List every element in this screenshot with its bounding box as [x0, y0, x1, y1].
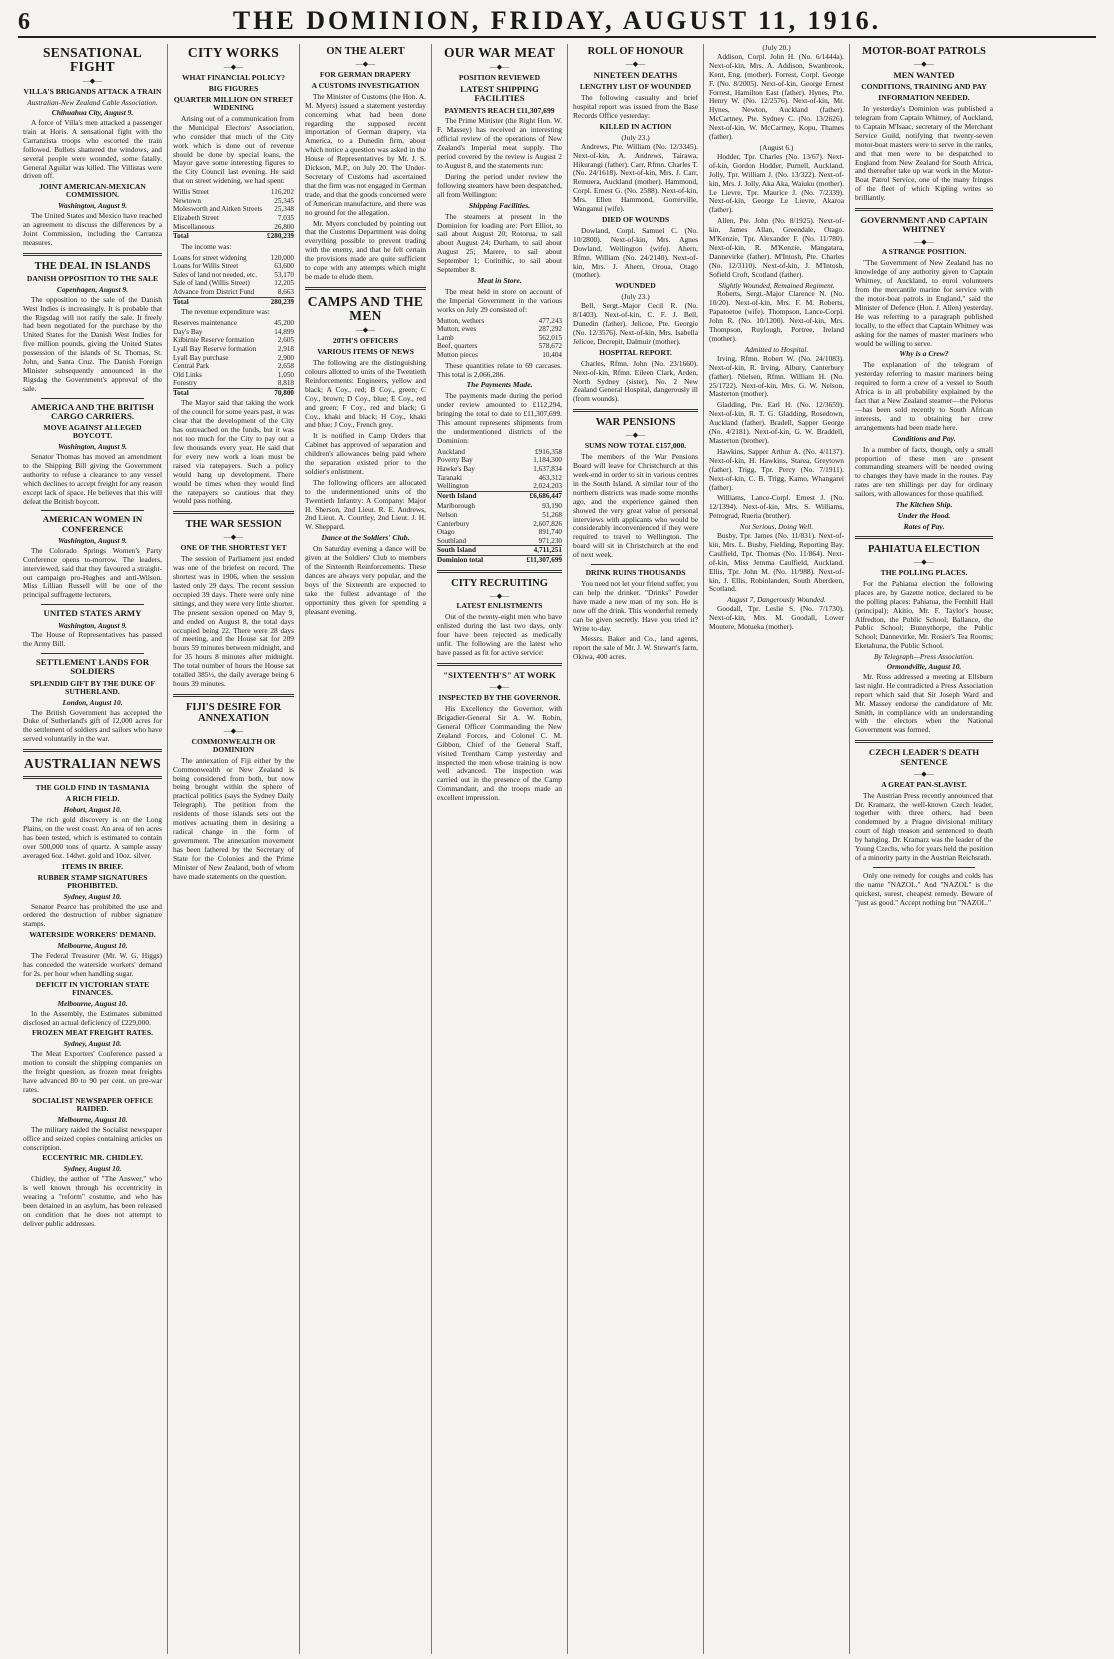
table-total: £11,307,699 — [508, 555, 562, 564]
article-text: Hodder, Tpr. Charles (No. 13/67). Next-of-kin, Gordon Hodder, Purnell, Auckland. Jolly, Tpr. William J. (No. 13/322). Next-of-kin, Mrs. J. Jolly, Aka Aka, Waiuku (mother). Le Lievre, Tpr. Maurice J. (No. 7/2339). Next-of-kin, George Le Lievre, Akaroa (father). — [709, 151, 844, 215]
article-text: Addison, Corpl. John H. (No. 6/1444a). Next-of-kin, Mrs. A. Addison, Swanbrook, Kent, Eng. (mother). Forrest, Corpl. George F. (No. 8/2005). Next-of-kin, George Ernest Forrest, Hamilton East (father). Hynes, Pte. Henry W. (No. 12/2576). Next-of-kin, Mr. Hynes, Newton, Auckland (father). McCartney, Pte. Sydney C. (No. 13/2626). Next-of-kin, W. McCartney, Kopu, Thames (father). — [709, 51, 844, 142]
section-label: Admitted to Hospital. — [744, 344, 809, 354]
article-text: Irving, Rfmn. Robert W. (No. 24/1083). Next-of-kin, R. Irving, Albury, Canterbury (father). Nielsen, Rfmn. William H. (No. 25/1722). Next-of-kin, Mrs. G. W. Nelson, Masterton (mother). — [709, 353, 844, 399]
dateline: Copenhagen, August 9. — [56, 284, 129, 294]
article-text: Charles, Rfmn. John (No. 23/1660). Next-of-kin, Rfmn. Eileen Clark, Arden, North Sydney (sister), No. 2 New Zealand General Hospital, dangerously ill (from wounds). — [573, 358, 698, 404]
table-value: £916,358 — [535, 447, 562, 456]
subheadline: WHAT FINANCIAL POLICY? — [181, 73, 286, 83]
table-label: Auckland — [437, 447, 465, 456]
article-text: The session of Parliament just ended was one of the briefest on record. The shortest was in 1906, when the session lasted only 29 days. The recent session occupied 39 days. There were only nine sittings, and they were very little shorter. The present session opened on May 9, and ended on August 8, the total days occupied being 22. There were 28 days of meeting, and the House sat for 209 hours 59 minutes between midnight, and for 35 hours 8 minutes after midnight. The total number of hours the House sat totalled 385½, the daily average being 6 hours 39 minutes. — [173, 554, 294, 688]
table-row — [173, 288, 294, 297]
table-total: 4,711,251 — [508, 546, 562, 556]
table-label: Marlborough — [437, 502, 475, 511]
table-row — [173, 371, 294, 380]
article-text: The House of Representatives has passed the Army Bill. — [23, 630, 162, 649]
subheadline: ECCENTRIC MR. CHIDLEY. — [42, 1153, 143, 1163]
page-number: 6 — [18, 9, 30, 35]
table-label: Canterbury — [437, 519, 470, 528]
headline: AUSTRALIAN NEWS — [24, 756, 161, 772]
table-row — [437, 456, 562, 465]
table-row — [437, 528, 562, 537]
advert-text: Only one remedy for coughs and colds has the name "NAZOL." And "NAZOL" is the quickest, surest, cheapest remedy. Beware of "just as good." Accept nothing but "NAZOL." — [855, 870, 993, 907]
subheadline: A GREAT PAN-SLAVIST. — [881, 779, 967, 789]
article-text: Allen, Pte. John (No. 8/1925). Next-of-kin, James Allan, Greendale, Otago. M'Kenzie, Tpr. Alexander F. (No. 11/780). Next-of-kin, R. M'Kenzie, Mangatara, Dannevirke (father). M'Intosh, Pte. Charles (No. 12/3110). Next-of-kin, J. M'Intosh, Sofield Croft, Scotland (father). — [709, 216, 844, 279]
agency-line: Australian-New Zealand Cable Association. — [27, 98, 158, 108]
headline: "SIXTEENTH'S" AT WORK — [443, 669, 556, 680]
table-value: 26,800 — [274, 222, 294, 231]
article-text: Mr. Ross addressed a meeting at Ellsburn last night. He contradicted a Press Association report which said that Sir Joseph Ward and Mr. Massey endorse the candidature of Mr. Smith, in compliance with an understanding with the electors when the National Government was formed. — [855, 671, 993, 735]
dateline: Ormondville, August 10. — [886, 662, 962, 672]
dateline: Washington, August 9. — [57, 535, 127, 545]
table-row — [437, 511, 562, 520]
table-value: 7,035 — [277, 213, 294, 222]
meat-store-table — [437, 317, 562, 360]
table-total-label: Total — [173, 232, 266, 241]
subheadline: A CUSTOMS INVESTIGATION — [311, 80, 420, 90]
figures-table — [173, 254, 294, 307]
column-6 — [704, 44, 850, 1654]
headline: AMERICA AND THE BRITISH CARGO CARRIERS. — [31, 401, 154, 421]
article-text: The Colorado Springs Women's Party Conference opens to-morrow. The leaders, interviewed, said that they favoured a straight-out campaign pro-Hughes and anti-Wilson. Miss Lillian Russell will be one of the principal suffragette lecturers. — [23, 545, 162, 600]
article-text: The following casualty and brief hospital report was issued from the Base Records Office yesterday: — [573, 93, 698, 120]
subheadline: INFORMATION NEEDED. — [878, 93, 970, 103]
article-text: Mr. Myers concluded by pointing out that the Customs Department was doing everything possible to prevent trading with the enemy, and that he felt certain the provisions made are quite sufficient to cope with any attempts which might be made to elude them. — [305, 218, 426, 281]
dateline: Sydney, August 10. — [63, 891, 122, 901]
section-heading: KILLED IN ACTION — [599, 121, 672, 131]
table-value: 1,637,834 — [533, 465, 562, 474]
subheadline: DEFICIT IN VICTORIAN STATE FINANCES. — [35, 979, 150, 997]
subheadline: NINETEEN DEATHS — [593, 69, 678, 80]
table-label: Nelson — [437, 510, 458, 519]
section-label: Slightly Wounded, Remained Regiment. — [718, 280, 835, 290]
article-text: Out of the twenty-eight men who have enlisted during the last two days, only four have been rejected as medically unfit. The following are the latest who have passed as fit for active service: — [437, 612, 562, 658]
table-label: Lamb — [437, 333, 454, 342]
subheadline: POSITION REVIEWED — [458, 73, 541, 83]
table-label: Forestry — [173, 379, 197, 388]
table-row — [173, 262, 294, 271]
table-row — [437, 482, 562, 491]
headline: ROLL OF HONOUR — [587, 46, 684, 57]
article-text: The rich gold discovery is on the Long Plains, on the west coast. An area of ten acres has been tested, which is estimated to contain over 500,000 tons of quartz. A sample assay averaged 6oz. 14dwt. gold and 10oz. silver. — [23, 815, 162, 860]
table-label: Wellington — [437, 482, 469, 491]
table-value: 891,740 — [538, 528, 562, 537]
subheadline: FROZEN MEAT FREIGHT RATES. — [32, 1028, 153, 1038]
dateline: Washington, August 9. — [57, 201, 127, 211]
subheadline: FOR GERMAN DRAPERY — [319, 69, 412, 79]
figures-table — [173, 188, 294, 241]
table-total-label: Dominion total — [437, 555, 508, 564]
table-total-label: Total — [173, 297, 268, 306]
table-value: 562,015 — [538, 333, 562, 342]
article-text: Andrews, Pte. William (No. 12/3345). Next-of-kin, A. Andrews, Tairawa, Hikurangi (father). Carr, Rfmn. Charles T. (No. 24/1618). Next-of-kin, Mrs. J. Carr, Remuera, Auckland (mother). Hammond, Corpl. Ernest G. (No. 2588). Next-of-kin, Mrs. Ellen Hammond, Gorrerville, Wanganui (wife). — [573, 141, 698, 214]
table-label: Mutton, ewes — [437, 325, 477, 334]
masthead-title: THE DOMINION, FRIDAY, AUGUST 11, 1916. — [232, 6, 882, 35]
column-1: SENSATIONAL FIGHT —◆— VILLA'S BRIGANDS ATTACK A TRAIN Australian-New Zealand Cable Association. Chihuahua City, August 9. A force of Villa's men attacked a passenger train at Horis. A sensational fight with the Carranzista troops who escorted the train followed. Bullets shattered the windows, and several people were wounded, some fatally. General Aguilar was killed. The Villistas were driven off. JOINT AMERICAN-MEXICAN COMMISSION. Washington, August 9. The United States and Mexico have reached an agreement to discuss the differences by a Joint Commission, including the Carranza measures. THE DEAL IN ISLANDS DANISH OPPOSITION TO THE SALE Copenhagen, August 9. The opposition to the sale of the Danish West Indies is increasingly. It is probable that the Rigsdag will not ratify the sale. It freely had been negotiated for the purchase by the United States for the Danish West Indies for five million pounds, giving the United States possession of the islands of St. Thomas, St. John, and Santa Cruz. The Danish Foreign Minister subsequently announced in the Rigsdag the Government's approval of the sale. AMERICA AND THE BRITISH CARGO CARRIERS. MOVE AGAINST ALLEGED BOYCOTT. Washington, August 9. Senator Thomas has moved an amendment to the Shipping Bill giving the Government authority to refuse a clearance to any vessel which declines to accept freight for any reason except lack of space. He believes that this will defeat the British boycott. AMERICAN WOMEN IN CONFERENCE Washington, August 9. The Colorado Springs Women's Party Conference opens to-morrow. The leaders, interviewed, said that they favoured a straight-out campaign pro-Hughes and anti-Wilson. Miss Lillian Russell will be one of the principal suffragette lecturers. UNITED STATES ARMY Washington, August 9. The House of Representatives has passed the Army Bill. SETTLEMENT LANDS FOR SOLDIERS SPLENDID GIFT BY THE DUKE OF SUTHERLAND. London, August 10. The British Government has accepted the Duke of Sutherland's gift of 12,000 acres for the settlement of soldiers and sailors who have served voluntarily in the war. AUSTRALIAN NEWS THE GOLD FIND IN TASMANIA A RICH FIELD. Hobart, August 10. The rich gold discovery is on the Long Plains, on the west coast. An area of ten acres has been tested, which is estimated to contain over 500,000 tons of quartz. A sample assay averaged 6oz. 14dwt. gold and 10oz. silver. ITEMS IN BRIEF. RUBBER STAMP SIGNATURES PROHIBITED. Sydney, August 10. Senator Pearce has prohibited the use and ordered the destruction of rubber signature stamps. WATERSIDE WORKERS' DEMAND. Melbourne, August 10. The Federal Treasurer (Mr. W. G. Higgs) has conceded the waterside workers' demand for 2s. per hour when handling sugar. DEFICIT IN VICTORIAN STATE FINANCES. Melbourne, August 10. In the Assembly, the Estimates submitted disclosed an actual deficiency of £229,000. FROZEN MEAT FREIGHT RATES. Sydney, August 10. The Meat Exporters' Conference passed a motion to consult the shipping companies on the freight question, as frozen meat freights have advanced 80 to 90 per cent. on pre-war rates. SOCIALIST NEWSPAPER OFFICE RAIDED. Melbourne, August 10. The military raided the Socialist newspaper office and seized copies containing articles on conscription. ECCENTRIC MR. CHIDLEY. Sydney, August 10. Chidley, the author of "The Answer," who is well known through his eccentricity in wearing a "reform" costume, and who has been detained in an asylum, has been released on condition that he does not attempt to deliver public addresses. — [18, 44, 168, 1654]
article-text: It is notified in Camp Orders that Cabinet has approved of separation and children's allowances being paid where the separation existed prior to the soldier's enlistment. — [305, 431, 426, 476]
subheadline: THE GOLD FIND IN TASMANIA — [35, 783, 150, 793]
article-text: Busby, Tpr. James (No. 11/831). Next-of-kin, Mrs. L. Busby, Fielding, Reporting Bay. Caulfield, Tpr. Thomas (No. 11/864). Next-of-kin, Miss Jemma Caulfield, Auckland. Ellis, Tpr. John M. (No. 11/988). Next-of-kin, J. Ellis, Robinlanden, South Aberdeen, Scotland. — [709, 531, 844, 594]
table-value: 477,243 — [538, 316, 562, 325]
section-heading: ITEMS IN BRIEF. — [61, 861, 124, 871]
table-row — [173, 362, 294, 371]
date-line: (July 23.) — [621, 132, 650, 142]
table-value: 8,818 — [277, 379, 294, 388]
section-heading: Meat in Store. — [477, 275, 522, 285]
table-label: Loans for street widening — [173, 253, 247, 262]
article-text: On Saturday evening a dance will be given at the Soldiers' Club to members of the Sixteenth Reinforcements. These dances are always very popular, and the boys of the Sixteenth are expected to take the fullest advantage of the opportunity thus given for spending a pleasant evening. — [305, 544, 426, 616]
table-label: Sale of land (Willis Street) — [173, 279, 250, 288]
article-text: Dowland, Corpl. Samuel C. (No. 10/2800). Next-of-kin, Mrs. Agnes Dowland, Wellington (wife). Ahern, Rfmn. William (No. 24/2140). Next-of-kin, Mrs. J. Ahern, Oroua, Otago (mother). — [573, 225, 698, 280]
article-text: The following are the distinguishing colours allotted to units of the Twentieth Reinforcements: Engineers, yellow and black; A Coy., red; B Coy., green; C Coy., brown; D Coy., blue; E Coy., red and green; F Coy., red and black; G Coy., khaki and black; H Coy., khaki and blue; J Coy., French grey. — [305, 358, 426, 430]
table-value: 116,202 — [270, 188, 294, 197]
headline: FIJI'S DESIRE FOR ANNEXATION — [185, 701, 282, 724]
headline: AMERICAN WOMEN IN CONFERENCE — [42, 514, 143, 534]
table-total-label: South Island — [437, 546, 508, 556]
date-line: (July 23.) — [621, 292, 650, 302]
table-row — [437, 465, 562, 474]
table-value: 1,050 — [277, 370, 294, 379]
section-heading: The Kitchen Ship. — [895, 500, 953, 510]
table-row — [437, 448, 562, 457]
table-row — [173, 254, 294, 263]
table-value: 2,607,826 — [533, 519, 562, 528]
subheadline: DANISH OPPOSITION TO THE SALE — [26, 273, 159, 283]
section-heading: Conditions and Pay. — [892, 433, 956, 443]
article-text: For the Pahiatua election the following places are, by Gazette notice, declared to be the polling places: Pahiatua, the Fernhill Hall (principal); Akitio, Mr. F. Taylor's house; Alfredton, the Public School; Ballance, the Public School; Bunnythorpe, the Public School; Dannevirke, Mr. Rosier's Tea Rooms; Eketahuna, the Public School. — [855, 578, 993, 651]
table-row — [173, 188, 294, 197]
table-value: 578,672 — [538, 342, 562, 351]
table-value: 1,184,300 — [533, 456, 562, 465]
article-text: The Federal Treasurer (Mr. W. G. Higgs) has conceded the waterside workers' demand for 2s. per hour when handling sugar. — [23, 951, 162, 978]
table-label: Taranaki — [437, 473, 463, 482]
headline: PAHIATUA ELECTION — [868, 544, 980, 555]
article-text: Williams, Lance-Corpl. Ernest J. (No. 12/1394). Next-of-kin, Mrs. S. Williams, Petrograd, Rueria (brother). — [709, 493, 844, 521]
advert-heading: DRINK RUINS THOUSANDS — [585, 568, 686, 578]
section-heading: Under the Hood. — [897, 511, 951, 521]
section-label: August 7, Dangerously Wounded. — [727, 595, 826, 605]
table-label: Lyall Bay Reserve formation — [173, 344, 257, 353]
dateline: Melbourne, August 10. — [57, 998, 128, 1008]
dateline: Melbourne, August 10. — [57, 1114, 128, 1124]
section-heading: Dance at the Soldiers' Club. — [321, 533, 410, 543]
subheadline: COMMONWEALTH OR DOMINION — [191, 736, 276, 754]
article-text: Arising out of a communication from the Municipal Electors' Association, who consider that much of the City work which is done out of revenue should be done by special loans, the Mayor gave some interesting figures to the City Council last evening. He said that on street widening, we had spent: — [173, 113, 294, 186]
table-label: Molesworth and Aitken Streets — [173, 205, 263, 214]
table-label: Lyall Bay purchase — [173, 353, 229, 362]
subheadline: ONE OF THE SHORTEST YET — [180, 543, 287, 553]
headline: GOVERNMENT AND CAPTAIN WHITNEY — [860, 215, 988, 235]
article-text: The revenue expenditure was: — [181, 307, 270, 317]
section-heading: HOSPITAL REPORT. — [599, 347, 672, 357]
advert-text: You need not let your friend suffer, you can help the drinker. "Drinks" Powder have made a new man of my son. He is now off the drink. This wonderful remedy can be given secretly. Have you tried it? Write to-day. — [573, 579, 698, 633]
headline: UNITED STATES ARMY — [43, 608, 142, 619]
subheadline: LENGTHY LIST OF WOUNDED — [579, 82, 692, 92]
table-value: 45,200 — [274, 319, 294, 328]
article-text: The meat held in store on account of the Imperial Government in the various works on July 29 consisted of: — [437, 286, 562, 314]
table-label: Central Park — [173, 362, 210, 371]
subheadline: SUMS NOW TOTAL £157,000. — [584, 441, 687, 451]
article-text: The Meat Exporters' Conference passed a motion to consult the shipping companies on the freight question, as frozen meat freights have advanced 80 to 90 per cent. on pre-war rates. — [23, 1049, 162, 1094]
column-5: ROLL OF HONOUR —◆— NINETEEN DEATHS LENGTHY LIST OF WOUNDED The following casualty and brief hospital report was issued from the Base Records Office yesterday: KILLED IN ACTION (July 23.) Andrews, Pte. William (No. 12/3345). Next-of-kin, A. Andrews, Tairawa, Hikurangi (father). Carr, Rfmn. Charles T. (No. 24/1618). Next-of-kin, Mrs. J. Carr, Remuera, Auckland (mother). Hammond, Corpl. Ernest G. (No. 2588). Next-of-kin, Mrs. Ellen Hammond, Gorrerville, Wanganui (wife). DIED OF WOUNDS Dowland, Corpl. Samuel C. (No. 10/2800). Next-of-kin, Mrs. Agnes Dowland, Wellington (wife). Ahern, Rfmn. William (No. 24/2140). Next-of-kin, Mrs. J. Ahern, Oroua, Otago (mother). WOUNDED (July 23.) Bell, Sergt.-Major Cecil R. (No. 8/1403). Next-of-kin, C. F. J. Bell, Dunedin (father). Jelicoe, Pte. Georgie (No. 12/3576). Next-of-kin, Mrs. Isabella Jelicoe, Decrepit, Dalmuir (mother). HOSPITAL REPORT. Charles, Rfmn. John (No. 23/1660). Next-of-kin, Rfmn. Eileen Clark, Arden, North Sydney (sister), No. 2 New Zealand General Hospital, dangerously ill (from wounds). WAR PENSIONS —◆— SUMS NOW TOTAL £157,000. The members of the War Pensions Board will leave for Christchurch at this week-end in order to sit in various centres in the South Island. A similar tour of the northern districts was made some months ago, and the experience gained then showed the very great value of personal interviews with applicants who would be considerably inconvenienced if they were required to travel to Wellington. The board will sit in Christchurch at the end of next week. DRINK RUINS THOUSANDS You need not let your friend suffer, you can help the drinker. "Drinks" Powder have made a new man of my son. He is now off the drink. This wonderful remedy can be given secretly. Have you tried it? Write to-day. Messrs. Baker and Co., land agents, report the sale of Mr. J. W. Stewart's farm, Okiwa, 400 acres. — [568, 44, 704, 1654]
table-label: Newtown — [173, 196, 201, 205]
table-label: Willis Street — [173, 188, 209, 197]
subheadline: CONDITIONS, TRAINING AND PAY — [861, 82, 987, 92]
table-value: 25,345 — [274, 196, 294, 205]
column-3: ON THE ALERT —◆— FOR GERMAN DRAPERY A CUSTOMS INVESTIGATION The Minister of Customs (the Hon. A. M. Myers) issued a statement yesterday concerning what had been done regarding the supposed recent importation of German drapery, via America, to a Dunedin firm, about which notice a question was asked in the House of Representatives by Mr. J. S. Dickson, M.P., on July 20. The Under-Secretary of Customs had ascertained that the firm was not engaged in German trade, and that the goods concerned were of American manufacture, and there was no ground for the allegation. Mr. Myers concluded by pointing out that the Customs Department was doing everything possible to prevent trading with the enemy, and that he felt certain the provisions made are quite sufficient to cope with any attempts which might be made to elude them. CAMPS AND THE MEN —◆— 20TH'S OFFICERS VARIOUS ITEMS OF NEWS The following are the distinguishing colours allotted to units of the Twentieth Reinforcements: Engineers, yellow and black; A Coy., red; B Coy., green; C Coy., brown; D Coy., blue; E Coy., red and green; F Coy., red and black; G Coy., khaki and black; H Coy., khaki and blue; J Coy., French grey. It is notified in Camp Orders that Cabinet has approved of separation and children's allowances being paid where the separation existed prior to the soldier's enlistment. The following officers are allocated to the undermentioned units of the Twentieth Infantry: A Company: Major H. Sherson, 2nd Lieut. R. E. Andrews, 2nd Lieut. A. Courtley, 2nd Lieut. J. H. W. Sheppard. Dance at the Soldiers' Club. On Saturday evening a dance will be given at the Soldiers' Club to members of the Sixteenth Reinforcements. These dances are always very popular, and the boys of the Sixteenth are expected to take the fullest advantage of the opportunity thus given for spending a pleasant evening. — [300, 44, 432, 1654]
date-line: (August 6.) — [759, 142, 794, 152]
headline: CAMPS AND THE MEN — [307, 293, 424, 324]
article-text: Senator Pearce has prohibited the use and ordered the destruction of rubber signature stamps. — [23, 901, 162, 929]
article-text: These quantities relate to 69 carcases. This total is 2,066,286. — [437, 360, 562, 379]
table-total-label: North Island — [437, 491, 506, 500]
table-row — [173, 328, 294, 337]
article-text: A force of Villa's men attacked a passenger train at Horis. A sensational fight with the Carranzista troops who escorted the train followed. Bullets shattered the windows, and several people were wounded, some fatally. General Aguilar was killed. The Villistas were driven off. — [23, 118, 162, 181]
subheadline: BIG FIGURES — [208, 84, 259, 94]
headline: SETTLEMENT LANDS FOR SOLDIERS — [35, 657, 150, 677]
table-label: Loans for Willis Street — [173, 262, 239, 271]
subheadline: RUBBER STAMP SIGNATURES PROHIBITED. — [37, 872, 148, 890]
table-label: Miscellaneous — [173, 222, 215, 231]
article-text: Messrs. Baker and Co., land agents, report the sale of Mr. J. W. Stewart's farm, Okiwa, 400 acres. — [573, 634, 698, 662]
table-value: 2,605 — [277, 336, 294, 345]
table-value: 287,292 — [538, 325, 562, 334]
section-heading: Shipping Facilities. — [468, 200, 531, 210]
table-row — [173, 279, 294, 288]
article-text: The payments made during the period under review amounted to £112,294, bringing the total to date to £11,307,699. This amount represents shipments from the undermentioned districts of the Dominion: — [437, 391, 562, 445]
table-label: Day's Bay — [173, 327, 203, 336]
table-label: Poverty Bay — [437, 456, 473, 465]
table-value: 63,600 — [274, 262, 294, 271]
table-value: 8,663 — [277, 288, 294, 297]
table-row — [437, 537, 562, 546]
table-row — [173, 319, 294, 328]
subheadline: SOCIALIST NEWSPAPER OFFICE RAIDED. — [32, 1095, 153, 1113]
table-label: Reserves maintenance — [173, 319, 238, 328]
table-label: Kilbirnie Reserve formation — [173, 336, 255, 345]
subheadline: WATERSIDE WORKERS' DEMAND. — [29, 930, 156, 940]
table-row — [173, 223, 294, 232]
headline: THE DEAL IN ISLANDS — [34, 260, 151, 272]
subheadline: A STRANGE POSITION. — [881, 247, 967, 257]
column-2: CITY WORKS —◆— WHAT FINANCIAL POLICY? BIG FIGURES QUARTER MILLION ON STREET WIDENING Arising out of a communication from the Municipal Electors' Association, who consider that much of the City work which is done out of revenue should be done by special loans, the Mayor gave some interesting figures to the City Council last evening. He said that on street widening, we had spent: Willis Street 116,202 Newtown 25,345 Molesworth and Aitken Streets 25,348 Elizabeth Street 7,035 Miscellaneous 26,800 Total £280,239 The income was: Loans for street widening 120,000 Loans for Willis Street 63,600 Sales of land not needed, etc. 53,170 Sale of land (Willis Street) 12,205 Advance from District Fund 8,663 Total 280,239 The revenue expenditure was: Reserves maintenance 45,200 Day's Bay 14,899 Kilbirnie Reserve formation 2,605 Lyall Bay Reserve formation 2,918 Lyall Bay purchase 2,900 Central Park 2,658 Old Links 1,050 Forestry 8,818 Total 70,800 The Mayor said that taking the work of the council for some years past, it was clear that the development of the City has outreached on the funds, but it was not too much for the City to pay out a few thousands every year. He said that for every new work a loan must be raised via ratepayers. Such a policy would hang up development. There would be times when they would find the ratepayers so cautious that they would pass nothing. THE WAR SESSION —◆— ONE OF THE SHORTEST YET The session of Parliament just ended was one of the briefest on record. The shortest was in 1906, when the session lasted only 29 days. The recent session occupied 39 days. There were only nine sittings, and they were very little shorter. The present session opened on May 9, and ended on August 8, the total days occupied being 22. There were 28 days of meeting, and the House sat for 209 hours 59 minutes between midnight, and for 35 hours 8 minutes after midnight. The total number of hours the House sat totalled 385½, the daily average being 6 hours 39 minutes. FIJI'S DESIRE FOR ANNEXATION —◆— COMMONWEALTH OR DOMINION The annexation of Fiji either by the Commonwealth or New Zealand is being considered from both, but now being brought within the sphere of practical politics (says the Sydney Daily Telegraph). The petition from the residents of those islands sets out the motives actuating them in desiring a radical change in the form of government. The annexation movement has been fathered by the Secretary of State for the Colonies and the Prime Minister of New Zealand, both of whom have made statements on the question. — [168, 44, 300, 1654]
article-text: Gladding, Pte. Earl H. (No. 12/3659). Next-of-kin, R. T. G. Gladding, Rosedown, Auckland (father). Bradell, Sapper George (No. 4/2181). Next-of-kin, G. W. Braddell, Masterton (brother). — [709, 400, 844, 445]
table-value: 12,205 — [274, 279, 294, 288]
article-text: The income was: — [181, 241, 232, 251]
subheadline: THE POLLING PLACES. — [880, 567, 968, 577]
subheadline: VARIOUS ITEMS OF NEWS — [317, 347, 414, 357]
table-row — [437, 342, 562, 351]
table-value: 463,312 — [538, 473, 562, 482]
subheadline: VILLA'S BRIGANDS ATTACK A TRAIN — [23, 87, 162, 97]
table-total-label: Total — [173, 388, 271, 397]
table-row — [437, 520, 562, 529]
table-value: 2,918 — [277, 344, 294, 353]
dateline: Sydney, August 10. — [63, 1164, 122, 1174]
table-row — [173, 336, 294, 345]
table-row — [173, 379, 294, 388]
subheadline: SPLENDID GIFT BY THE DUKE OF SUTHERLAND. — [30, 678, 155, 696]
dateline: Melbourne, August 10. — [57, 941, 128, 951]
section-label: Not Serious, Doing Well. — [739, 522, 814, 532]
table-label: Mutton, wethers — [437, 316, 485, 325]
table-label: Southland — [437, 536, 467, 545]
section-heading: DIED OF WOUNDS — [601, 214, 670, 224]
article-text: The Austrian Press recently announced that Dr. Kramarz, the well-known Czech leader, together with three others, had been condemned by a Prague divisional military court of high treason and sentenced to death by hanging. Dr. Kramarz was the leader of the Young Czechs, who for years held the position of a minority party in the Austrian Reichsrath. — [855, 790, 994, 862]
headline: CZECH LEADER'S DEATH SENTENCE — [868, 747, 980, 767]
figures-table — [173, 319, 294, 397]
article-text: His Excellency the Governor, with Brigadier-General Sir A. W. Robin, General Officer Commanding the New Zealand Forces, and Colonel C. M. Gibbon, Chief of the General Staff, visited Trentham Camp yesterday and inspected the men whose training is now well advanced. The inspection was carried out in the presence of the Camp Commandant, and the troops made an excellent impression. — [437, 704, 562, 803]
article-text: The Mayor said that taking the work of the council for some years past, it was clear that the development of the City has outreached on the funds, but it was not too much for the City to pay out a few thousands every year. He said that for every new work a loan must be raised via ratepayers. Such a policy would hang up development. There would be times when they would find the ratepayers so cautious that they would pass nothing. — [173, 398, 294, 506]
section-heading: The Payments Made. — [466, 380, 533, 390]
subheadline: LATEST ENLISTMENTS — [456, 601, 543, 611]
article-text: Roberts, Sergt.-Major Clarence N. (No. 10/20). Next-of-kin, Mrs. F. M. Roberts, Papatoetoe (wife). Thompson, Lance-Corpl. John R. (No. 10/1200). Next-of-kin, Mrs. Thompson, Ruylough, Portree, Ireland (mother). — [709, 289, 844, 343]
dateline: Sydney, August 10. — [63, 1039, 122, 1049]
article-text: Chidley, the author of "The Answer," who is well known through his eccentricity in wearing a "reform" costume, and who has been detained in an asylum, has been released on condition that he does not attempt to deliver public addresses. — [23, 1174, 162, 1228]
table-row — [437, 502, 562, 511]
article-text: In yesterday's Dominion was published a telegram from Captain Whitney, of Auckland, to Captain M'Isaac, secretary of the Merchant Service Guild, notifying that twenty-seven motor-boat masters were to serve in the ranks, and that men were to be despatched to England from New Zealand for South Africa, and thereafter take up war work in the Motor-Boat Patrol Service, one of the many fringes of the fleet of which Kipling writes so brilliantly. — [855, 104, 993, 203]
table-label: Old Links — [173, 370, 202, 379]
table-value: 971,230 — [538, 536, 562, 545]
table-value: 25,348 — [274, 205, 294, 214]
dateline: Chihuahua City, August 9. — [51, 108, 134, 118]
table-row — [437, 325, 562, 334]
table-value: 2,900 — [277, 353, 294, 362]
article-text: The Prime Minister (the Right Hon. W. F. Massey) has received an interesting official review of the operations of New Zealand's Imperial meat supply. The period covered by the review is August 2 to August 8, and the statements run: — [437, 116, 562, 171]
article-text: The United States and Mexico have reached an agreement to discuss the differences by a Joint Commission, including the Carranza measures. — [23, 211, 162, 247]
headline: THE WAR SESSION — [185, 519, 282, 531]
table-row — [173, 205, 294, 214]
dateline: Washington, August 9. — [57, 442, 127, 452]
table-value: 14,899 — [274, 327, 294, 336]
article-text: The steamers at present in the Dominion for loading are: Port Elliot, to sail about August 20; Rotorua, to sail about August 24; Durham, to sail about August 25; Marere, to sail about September 1; Corinthic, to sail about September 8. — [437, 211, 562, 275]
table-label: Advance from District Fund — [173, 288, 255, 297]
article-text: The Minister of Customs (the Hon. A. M. Myers) issued a statement yesterday concerning what had been done regarding the supposed recent importation of German drapery, via America, to a Dunedin firm, about which notice a question was asked in the House of Representatives by Mr. J. S. Dickson, M.P., on July 20. The Under-Secretary of Customs had ascertained that the firm was not engaged in German trade, and that the goods concerned were of American manufacture, and there was no ground for the allegation. — [305, 91, 426, 217]
table-label: Elizabeth Street — [173, 213, 219, 222]
table-row — [173, 214, 294, 223]
masthead — [18, 6, 1096, 38]
article-text: The members of the War Pensions Board will leave for Christchurch at this week-end in order to sit in various centres in the South Island. A similar tour of the northern districts was made some months ago, and the experience gained then showed the very great value of personal interviews with applicants who would be considerably inconvenienced if they were required to travel to Wellington. The board will sit in Christchurch at the end of next week. — [573, 452, 698, 560]
headline: CITY RECRUITING — [451, 577, 548, 589]
table-total: 70,800 — [271, 388, 294, 397]
payments-table — [437, 502, 562, 564]
headline: OUR WAR MEAT — [443, 45, 556, 60]
table-label: Sales of land not needed, etc. — [173, 270, 258, 279]
columns — [18, 44, 1096, 1654]
subheadline: QUARTER MILLION ON STREET WIDENING — [173, 95, 294, 112]
dateline: Hobart, August 10. — [63, 805, 122, 815]
subheadline: PAYMENTS REACH £11,307,699 — [444, 105, 555, 115]
table-total: £280,239 — [267, 232, 294, 241]
article-text: In a number of facts, though, only a small proportion of these men are present commanding steamers will be needed owing to changes they have made in the routes. Pay rates are ten shillings per day for ordinary sailors, with allowances for those qualified. — [855, 444, 993, 499]
table-label: Otago — [437, 528, 455, 537]
table-value: 10,404 — [542, 351, 562, 360]
date-line: (July 20.) — [762, 44, 791, 52]
article-text: "The Government of New Zealand has no knowledge of any authority given to Captain Whitney, of Auckland, to enrol volunteers from the mercantile marine for service with the motor-boat patrols in England," said the Minister of Defence (Hon. J. Allen) yesterday. He was referring to a paragraph published locally, to the effect that Captain Whitney was asking for the names of master mariners who would be willing to serve. — [855, 258, 993, 348]
subheadline: INSPECTED BY THE GOVERNOR. — [438, 693, 561, 703]
article-text: In the Assembly, the Estimates submitted disclosed an actual deficiency of £229,000. — [23, 1008, 162, 1027]
article-text: Senator Thomas has moved an amendment to the Shipping Bill giving the Government authority to refuse a clearance to any vessel which declines to accept freight for any reason except lack of space. He believes that this will defeat the British boycott. — [23, 452, 162, 506]
table-value: 53,170 — [274, 270, 294, 279]
table-value: 93,190 — [542, 502, 562, 511]
article-text: Goodall, Tpr. Leslie S. (No. 7/1730). Next-of-kin, Mrs. M. Goodall, Lower Moutere, Motueka (mother). — [709, 604, 844, 632]
article-text: The annexation of Fiji either by the Commonwealth or New Zealand is being considered from both, but now being brought within the sphere of practical politics (says the Sydney Daily Telegraph). The petition from the residents of those islands sets out the motives actuating them in desiring a radical change in the form of government. The annexation movement has been fathered by the Secretary of State for the Colonies and the Prime Minister of New Zealand, both of whom have made statements on the question. — [173, 755, 294, 881]
table-row — [437, 317, 562, 326]
headline: CITY WORKS — [187, 45, 280, 60]
subheadline: MOVE AGAINST ALLEGED BOYCOTT. — [43, 423, 142, 441]
headline: WAR PENSIONS — [595, 417, 676, 429]
table-label: Beef, quarters — [437, 342, 478, 351]
dateline: Washington, August 9. — [57, 620, 127, 630]
table-value: 51,268 — [542, 510, 562, 519]
section-heading: Rates of Pay. — [903, 522, 945, 532]
subheadline: LATEST SHIPPING FACILITIES — [460, 84, 539, 104]
table-row — [437, 351, 562, 360]
table-row — [173, 354, 294, 363]
table-label: Hawke's Bay — [437, 465, 475, 474]
article-text: The following officers are allocated to the undermentioned units of the Twentieth Infantry: A Company: Major H. Sherson, 2nd Lieut. R. E. Andrews, 2nd Lieut. A. Courtley, 2nd Lieut. J. H. W. Sheppard. — [305, 477, 426, 532]
table-value: 2,024,203 — [533, 482, 562, 491]
article-text: Bell, Sergt.-Major Cecil R. (No. 8/1403). Next-of-kin, C. F. J. Bell, Dunedin (father). Jelicoe, Pte. Georgie (No. 12/3576). Next-of-kin, Mrs. Isabella Jelicoe, Decrepit, Dalmuir (mother). — [573, 301, 698, 346]
article-text: The explanation of the telegram of yesterday referring to master mariners being required to form a crew of a vessel to South Africa is in all probability explained by the fact that a New Zealand steamer—the Pelorus—has been sold recently to South African interests, and to obtaining her crew arrangements had been made here. — [855, 360, 993, 432]
table-row — [173, 271, 294, 280]
headline: SENSATIONAL FIGHT — [42, 45, 143, 75]
article-text: Hawkins, Sapper Arthur A. (No. 4/1137). Next-of-kin, H. Hawkins, Starea, Greytown (father). Trigg, Tpr. Percy (No. 7/1911). Next-of-kin, C. B. Trigg, Kamo, Whangarei (father). — [709, 446, 844, 492]
subheadline: 20TH'S OFFICERS — [332, 336, 399, 346]
column-4: OUR WAR MEAT —◆— POSITION REVIEWED LATEST SHIPPING FACILITIES PAYMENTS REACH £11,307,699 The Prime Minister (the Right Hon. W. F. Massey) has received an interesting official review of the operations of New Zealand's Imperial meat supply. The period covered by the review is August 2 to August 8, and the statements run: During the period under review the following steamers have been despatched, all from Wellington: Shipping Facilities. The steamers at present in the Dominion for loading are: Port Elliot, to sail about August 20; Rotorua, to sail about August 24; Durham, to sail about August 25; Marere, to sail about September 1; Corinthic, to sail about September 8. Meat in Store. The meat held in store on account of the Imperial Government in the various works on July 29 consisted of: Mutton, wethers 477,243 Mutton, ewes 287,292 Lamb 562,015 Beef, quarters 578,672 Mutton pieces 10,404 These quantities relate to 69 carcases. This total is 2,066,286. The Payments Made. The payments made during the period under review amounted to £112,294, bringing the total to date to £11,307,699. This amount represents shipments from the undermentioned districts of the Dominion: Auckland £916,358 Poverty Bay 1,184,300 Hawke's Bay 1,637,834 Taranaki 463,312 Wellington 2,024,203 North Island £6,686,447 Marlborough 93,190 Nelson 51,268 Canterbury 2,607,826 Otago 891,740 Southland 971,230 South Island 4,711,251 Dominion total £11,307,699 CITY RECRUITING —◆— LATEST ENLISTMENTS Out of the twenty-eight men who have enlisted during the last two days, only four have been rejected as medically unfit. The following are the latest who have passed as fit for active service: "SIXTEENTH'S" AT WORK —◆— INSPECTED BY THE GOVERNOR. His Excellency the Governor, with Brigadier-General Sir A. W. Robin, General Officer Commanding the New Zealand Forces, and Colonel C. M. Gibbon, Chief of the General Staff, visited Trentham Camp yesterday and inspected the men whose training is now well advanced. The inspection was carried out in the presence of the Camp Commandant, and the troops made an excellent impression. — [432, 44, 568, 1654]
table-row — [173, 345, 294, 354]
column-7: MOTOR-BOAT PATROLS —◆— MEN WANTED CONDITIONS, TRAINING AND PAY INFORMATION NEEDED. In yesterday's Dominion was published a telegram from Captain Whitney, of Auckland, to Captain M'Isaac, secretary of the Merchant Service Guild, notifying that twenty-seven motor-boat masters were to serve in the ranks, and that men were to be despatched to England from New Zealand for South Africa, and thereafter take up war work in the Motor-Boat Patrol Service, one of the many fringes of the fleet of which Kipling writes so brilliantly. GOVERNMENT AND CAPTAIN WHITNEY —◆— A STRANGE POSITION. "The Government of New Zealand has no knowledge of any authority given to Captain Whitney, of Auckland, to enrol volunteers from the mercantile marine for service with the motor-boat patrols in England," said the Minister of Defence (Hon. J. Allen) yesterday. He was referring to a paragraph published locally, to the effect that Captain Whitney was asking for the names of master mariners who would be willing to serve. Why is a Crew? The explanation of the telegram of yesterday referring to master mariners being required to form a crew of a vessel to South Africa is in all probability explained by the fact that a New Zealand steamer—the Pelorus—has been sold recently to South African interests, and to obtaining her crew arrangements had been made here. Conditions and Pay. In a number of facts, though, only a small proportion of these men are present commanding steamers will be needed owing to changes they have made in the routes. Pay rates are ten shillings per day for ordinary sailors, with allowances for those qualified. The Kitchen Ship. Under the Hood. Rates of Pay. PAHIATUA ELECTION —◆— THE POLLING PLACES. For the Pahiatua election the following places are, by Gazette notice, declared to be the polling places: Pahiatua, the Fernhill Hall (principal); Akitio, Mr. F. Taylor's house; Alfredton, the Public School; Ballance, the Public School; Bunnythorpe, the Public School; Dannevirke, Mr. Rosier's Tea Rooms; Eketahuna, the Public School. By Telegraph—Press Association. Ormondville, August 10. Mr. Ross addressed a meeting at Ellsburn last night. He contradicted a Press Association report which said that Sir Joseph Ward and Mr. Massey endorse the candidature of Mr. Smith, in compliance with an understanding with the electors when the National Government was formed. CZECH LEADER'S DEATH SENTENCE —◆— A GREAT PAN-SLAVIST. The Austrian Press recently announced that Dr. Kramarz, the well-known Czech leader, together with three others, had been condemned by a Prague divisional military court of high treason and sentenced to death by hanging. Dr. Kramarz was the leader of the Young Czechs, who for years held the position of a minority party in the Austrian Reichsrath. Only one remedy for coughs and colds has the name "NAZOL." And "NAZOL" is the quickest, surest, cheapest remedy. Beware of "just as good." Accept nothing but "NAZOL." — [855, 46, 994, 907]
headline: ON THE ALERT — [326, 46, 405, 57]
section-heading: Why is a Crew? — [899, 349, 949, 359]
article-text: The military raided the Socialist newspaper office and seized copies containing articles on conscription. — [23, 1124, 162, 1152]
payments-table — [437, 448, 562, 501]
table-value: 120,000 — [270, 253, 294, 262]
table-row — [437, 474, 562, 483]
dateline: London, August 10. — [62, 697, 123, 707]
table-value: 2,658 — [277, 362, 294, 371]
article-text: The opposition to the sale of the Danish West Indies is increasingly. It is probable that the Rigsdag will not ratify the sale. It freely had been negotiated for the purchase by the United States for the Danish West Indies for five million pounds, giving the United States possession of the islands of St. Thomas, St. John, and Santa Cruz. The Danish Foreign Minister subsequently announced in the Rigsdag the Government's approval of the sale. — [23, 294, 162, 393]
table-total: 280,239 — [268, 297, 294, 306]
table-row — [437, 334, 562, 343]
headline: MOTOR-BOAT PATROLS — [862, 46, 986, 57]
subheadline: JOINT AMERICAN-MEXICAN COMMISSION. — [39, 182, 146, 200]
agency-line: By Telegraph—Press Association. — [873, 652, 975, 662]
table-row — [173, 197, 294, 206]
subheadline: MEN WANTED — [893, 69, 955, 80]
table-label: Mutton pieces — [437, 351, 478, 360]
subheadline: A RICH FIELD. — [65, 794, 120, 804]
table-total: £6,686,447 — [506, 491, 562, 500]
article-text: The British Government has accepted the Duke of Sutherland's gift of 12,000 acres for the settlement of soldiers and sailors who have served voluntarily in the war. — [23, 707, 162, 744]
section-heading: WOUNDED — [615, 281, 656, 291]
article-text: During the period under review the following steamers have been despatched, all from Wellington: — [437, 171, 562, 199]
